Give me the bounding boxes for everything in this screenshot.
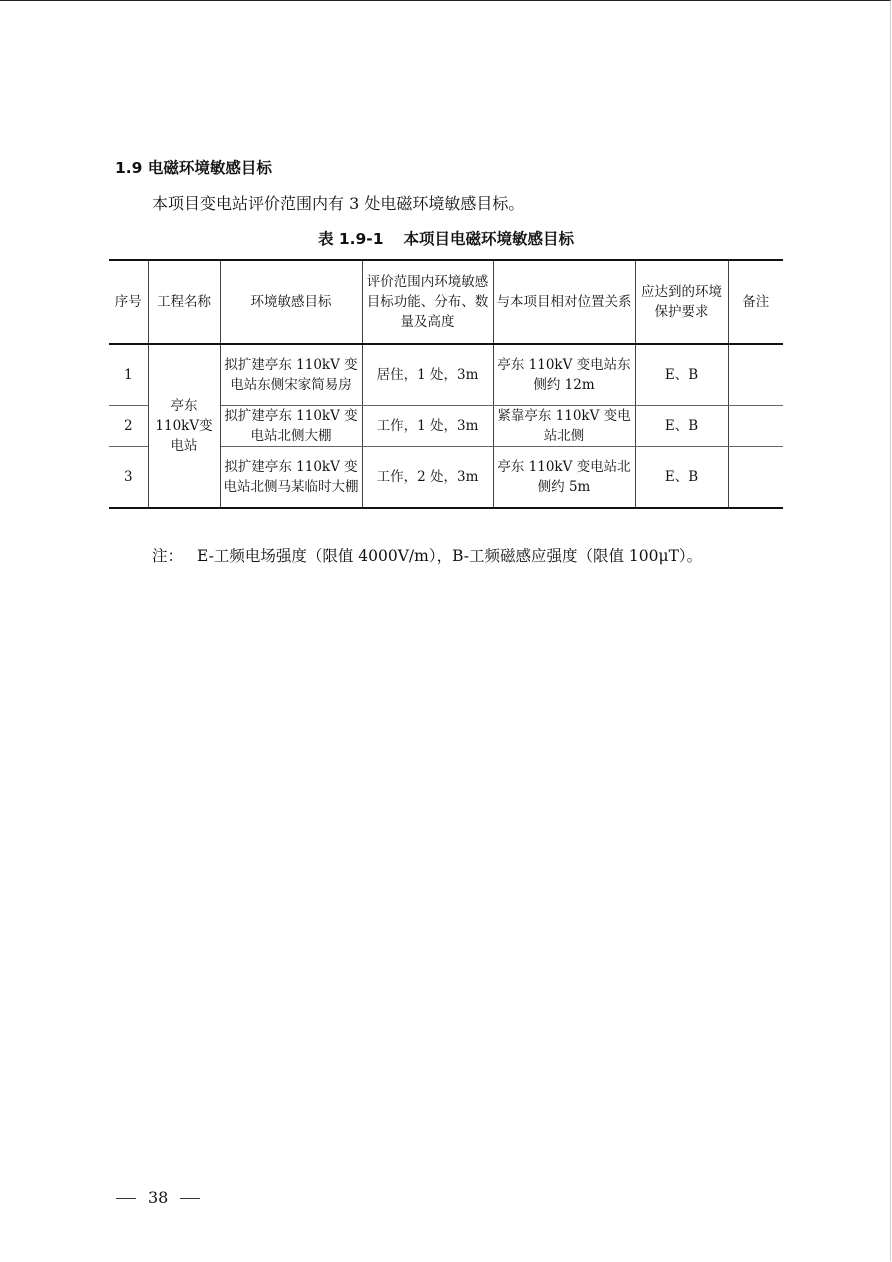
header-position: 与本项目相对位置关系 xyxy=(493,260,635,344)
cell-no: 2 xyxy=(109,406,148,447)
cell-requirement: E、B xyxy=(635,406,728,447)
cell-remark xyxy=(728,344,783,406)
cell-position: 紧靠亭东 110kV 变电站北侧 xyxy=(493,406,635,447)
intro-paragraph: 本项目变电站评价范围内有 3 处电磁环境敏感目标。 xyxy=(152,194,525,213)
note-label: 注： xyxy=(152,547,184,565)
header-function: 评价范围内环境敏感目标功能、分布、数量及高度 xyxy=(362,260,493,344)
section-heading: 1.9 电磁环境敏感目标 xyxy=(115,159,272,177)
cell-function: 工作，2 处，3m xyxy=(362,447,493,509)
cell-no: 3 xyxy=(109,447,148,509)
cell-target: 拟扩建亭东 110kV 变电站北侧马某临时大棚 xyxy=(220,447,362,509)
cell-position: 亭东 110kV 变电站北侧约 5m xyxy=(493,447,635,509)
cell-position: 亭东 110kV 变电站东侧约 12m xyxy=(493,344,635,406)
table-row xyxy=(109,344,783,406)
table-caption xyxy=(0,227,892,249)
footer-dash-right xyxy=(180,1198,200,1199)
cell-target: 拟扩建亭东 110kV 变电站北侧大棚 xyxy=(220,406,362,447)
cell-requirement: E、B xyxy=(635,344,728,406)
page-footer xyxy=(116,1188,200,1207)
header-target: 环境敏感目标 xyxy=(220,260,362,344)
table-note xyxy=(152,544,702,566)
header-remark: 备注 xyxy=(728,260,783,344)
header-requirement: 应达到的环境保护要求 xyxy=(635,260,728,344)
note-text: E-工频电场强度（限值 4000V/m），B-工频磁感应强度（限值 100μT）。 xyxy=(197,547,703,565)
sensitive-targets-table xyxy=(109,259,783,509)
cell-function: 工作，1 处，3m xyxy=(362,406,493,447)
cell-project-name: 亭东110kV变电站 xyxy=(148,344,220,508)
cell-remark xyxy=(728,406,783,447)
header-no: 序号 xyxy=(109,260,148,344)
header-project-name: 工程名称 xyxy=(148,260,220,344)
cell-requirement: E、B xyxy=(635,447,728,509)
table-header-row xyxy=(109,260,783,344)
cell-no: 1 xyxy=(109,344,148,406)
cell-target: 拟扩建亭东 110kV 变电站东侧宋家简易房 xyxy=(220,344,362,406)
table-caption-number: 表 1.9-1 xyxy=(317,230,384,248)
cell-function: 居住，1 处，3m xyxy=(362,344,493,406)
footer-dash-left xyxy=(116,1198,136,1199)
cell-remark xyxy=(728,447,783,509)
table-caption-title: 本项目电磁环境敏感目标 xyxy=(403,230,575,248)
page-number: 38 xyxy=(148,1188,169,1207)
